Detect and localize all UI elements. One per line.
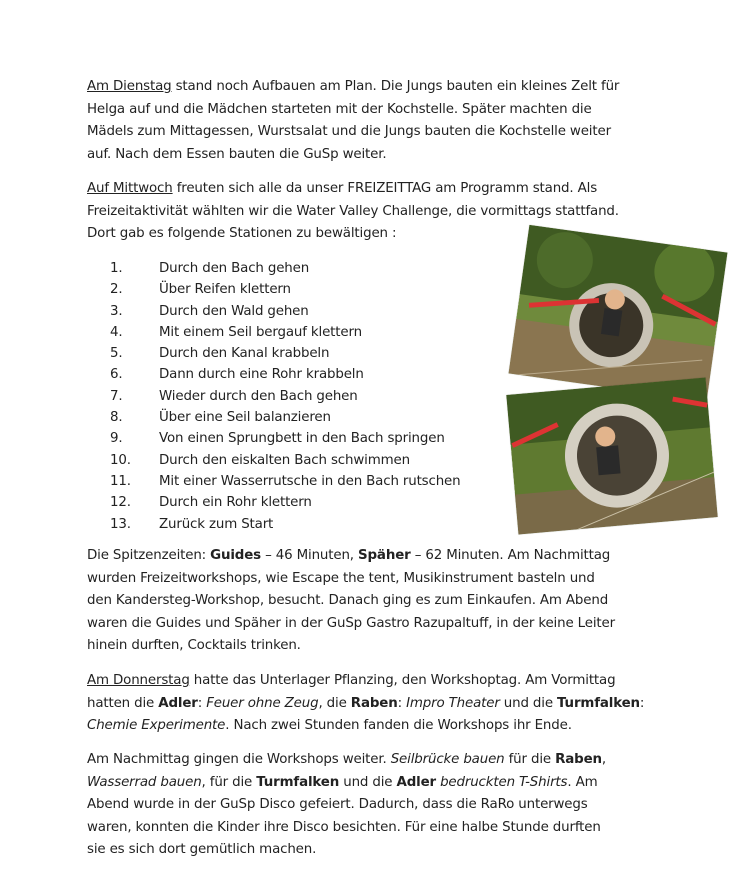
para1-line-1: Am Dienstag stand noch Aufbauen am Plan. Die Jungs bauten ein kleines Zelt für	[87, 79, 620, 94]
day-link-donnerstag: Am Donnerstag	[87, 673, 190, 688]
para5-line-4: waren, konnten die Kinder ihre Disco besichten. Für eine halbe Stunde durften	[87, 819, 601, 835]
para4-line-1: Am Donnerstag hatte das Unterlager Pflanzing, den Workshoptag. Am Vormittag	[87, 673, 616, 688]
para4-line-3: Chemie Experimente. Nach zwei Stunden fanden die Workshops ihr Ende.	[87, 718, 572, 733]
para2-line-1: Auf Mittwoch freuten sich alle da unser FREIZEITTAG am Programm stand. Als	[87, 181, 598, 196]
photo-girl-in-tube-1	[509, 225, 728, 401]
photo-girl-in-tube-2	[506, 378, 717, 535]
document-page: Am Dienstag stand noch Aufbauen am Plan. Die Jungs bauten ein kleines Zelt für Helga auf und die Mädchen starteten mit der Kochstelle. Später machten die Mädels zum Mittagessen, Wurstsalat und die Jungs bauten die Kochstelle weiter auf. Nach dem Essen bauten die GuSp weiter. Auf Mittwoch freuten sich alle da unser FREIZEITTAG am Programm stand. Als Freizeitaktivität wählten wir die Water Valley Challenge, die vormittags stattfand. Dort gab es folgende Stationen zu bewältigen : 1. Durch den Bach gehen 2. Über Reifen klettern 3. Durch den Wald gehen 4. Mit einem Seil bergauf klettern 5. Durch den Kanal krabbeln 6. Dann durch eine Rohr krabbeln 7. Wieder durch den Bach gehen 8. Über eine Seil balanzieren 9. Von einen Sprungbett in den Bach springen 10. Durch den eiskalten Bach schwimmen 11. Mit einer Wasserrutsche in den Bach rutschen 12. Durch ein Rohr klettern 13. Zurück zum Start Die Spitzenzeiten: Guides – 46 Minuten, Späher – 62 Minuten. Am Nachmittag wurden Freizeitworkshops, wie Escape the tent, Musikinstrument basteln und den Kandersteg-Workshop, besucht. Danach ging es zum Einkaufen. Am Abend waren die Guides und Späher in der GuSp Gastro Razupaltuff, in der keine Leiter hinein durften, Cocktails trinken. Am Donnerstag hatte das Unterlager Pflanzing, den Workshoptag. Am Vormittag hatten die Adler: Feuer ohne Zeug, die Raben: Impro Theater und die Turmfalken: Chemie Experimente. Nach zwei Stunden fanden die Workshops ihr Ende. Am Nachmittag gingen die Workshops weiter. Seilbrücke bauen für die Raben, Wasserrad bauen, für die Turmfalken und die Adler bedruckten T-Shirts. Am Abend wurde in der GuSp Disco gefeiert. Dadurch, dass die RaRo unterwegs waren, konnten die Kinder ihre Disco besichten. Für eine halbe Stunde durften sie es sich dort gemütlich machen.	[0, 0, 736, 889]
para3-line-5: hinein durften, Cocktails trinken.	[87, 638, 301, 653]
para3-line-4: waren die Guides und Späher in der GuSp Gastro Razupaltuff, in der keine Leiter	[87, 615, 615, 631]
para3-line-2: wurden Freizeitworkshops, wie Escape the tent, Musikinstrument basteln und	[87, 570, 595, 586]
para2-line-2: Freizeitaktivität wählten wir die Water Valley Challenge, die vormittags stattfand.	[87, 203, 619, 219]
para1-line-3: Mädels zum Mittagessen, Wurstsalat und die Jungs bauten die Kochstelle weiter	[87, 124, 611, 139]
para2-line-3: Dort gab es folgende Stationen zu bewältigen :	[87, 226, 397, 241]
para5-line-1: Am Nachmittag gingen die Workshops weiter. Seilbrücke bauen für die Raben,	[87, 752, 607, 767]
para5-line-5: sie es sich dort gemütlich machen.	[87, 842, 317, 857]
para5-line-3: Abend wurde in der GuSp Disco gefeiert. Dadurch, dass die RaRo unterwegs	[87, 797, 588, 812]
para4-line-2: hatten die Adler: Feuer ohne Zeug, die Raben: Impro Theater und die Turmfalken:	[87, 695, 645, 711]
para3-line-1: Die Spitzenzeiten: Guides – 46 Minuten, Späher – 62 Minuten. Am Nachmittag	[87, 548, 611, 563]
para5-line-2: Wasserrad bauen, für die Turmfalken und die Adler bedruckten T-Shirts. Am	[87, 774, 598, 790]
para1-line-2: Helga auf und die Mädchen starteten mit der Kochstelle. Später machten die	[87, 101, 592, 117]
para3-line-3: den Kandersteg-Workshop, besucht. Danach ging es zum Einkaufen. Am Abend	[87, 593, 609, 608]
day-link-dienstag: Am Dienstag	[87, 79, 172, 94]
day-link-mittwoch: Auf Mittwoch	[87, 181, 173, 196]
para1-line-4: auf. Nach dem Essen bauten die GuSp weiter.	[87, 146, 387, 162]
